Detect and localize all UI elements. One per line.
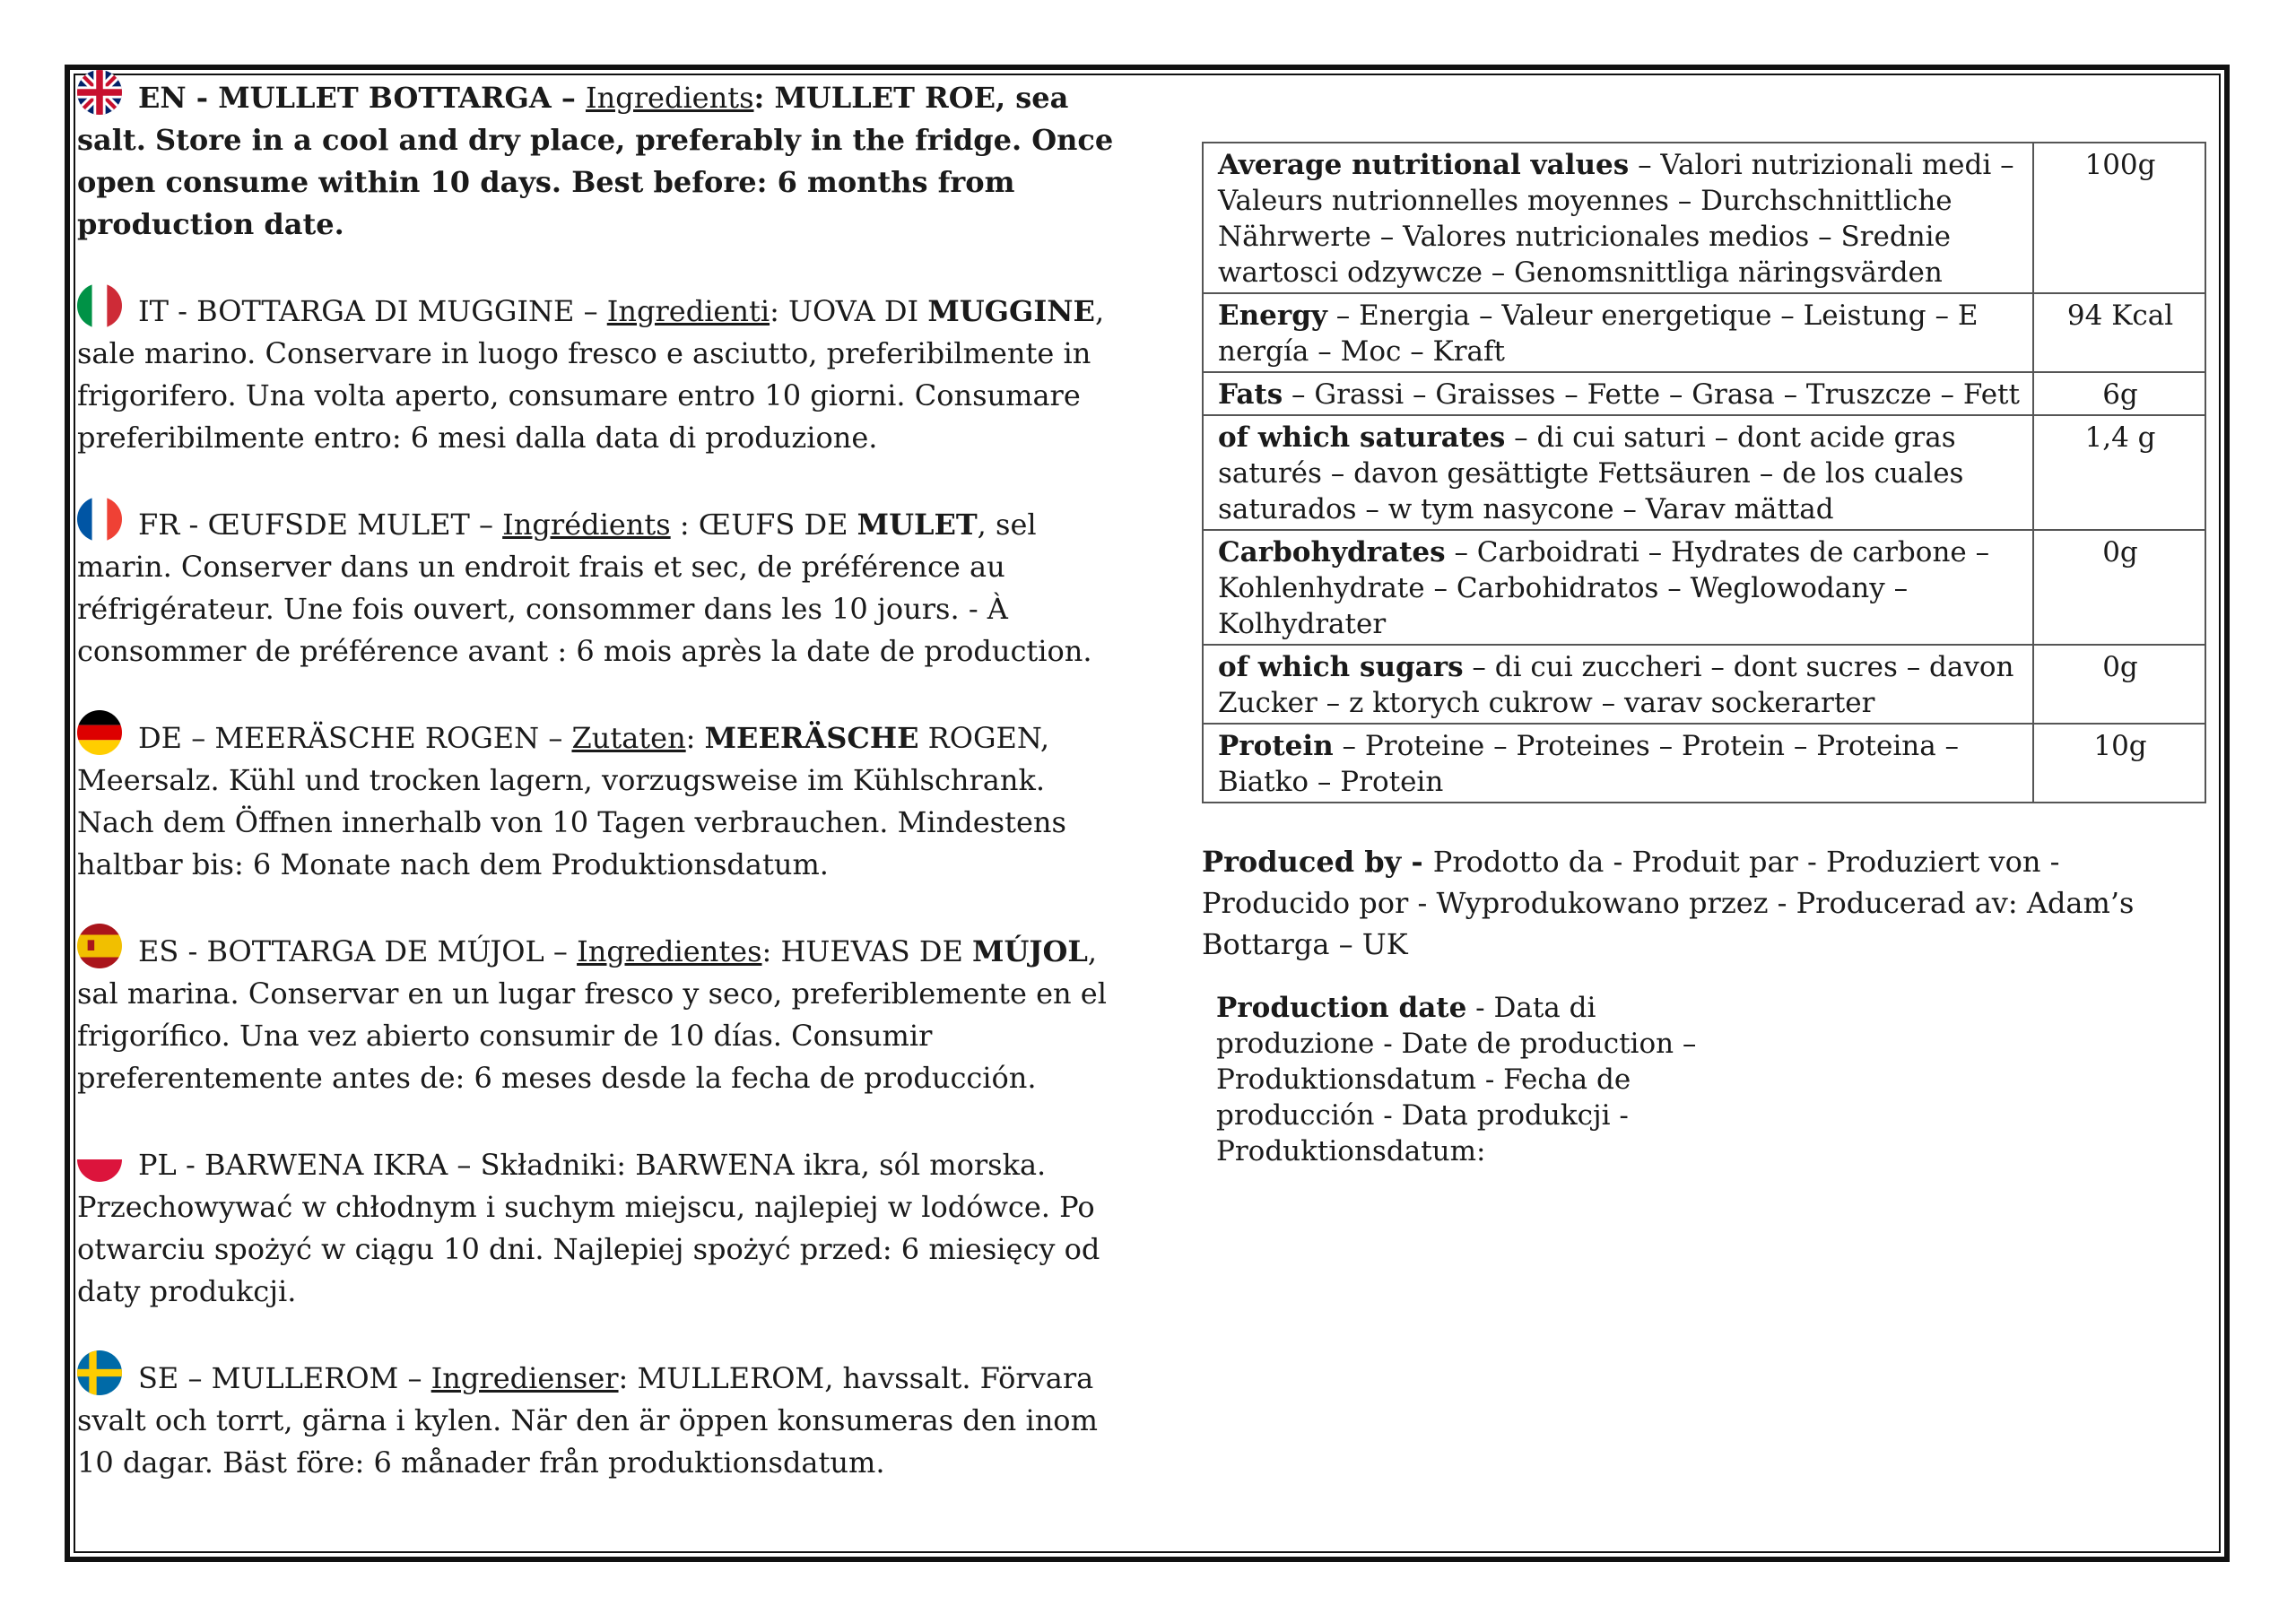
- nutrition-section: [1202, 142, 2206, 1169]
- ingredients-label: Ingrédients: [502, 508, 671, 542]
- produced-by-text: Prodotto da - Produit par - Produziert von - Producido por - Wyprodukowano przez - Producerad av: Adam’s Bottarga – UK: [1202, 845, 2135, 961]
- ingredients-text: : MULLEROM, havssalt. Förvara svalt: [77, 1361, 1094, 1437]
- lang-block-it: [77, 283, 1118, 459]
- lang-prefix: PL - BARWENA IKRA – Składniki: BARWENA ikra, sól morska.: [138, 1148, 1047, 1182]
- ingredients-label: Zutaten: [571, 721, 686, 755]
- lang-prefix: EN - MULLET BOTTARGA –: [138, 81, 586, 115]
- lang-prefix: ES - BOTTARGA DE MÚJOL –: [138, 934, 578, 968]
- lang-block-es: [77, 924, 1118, 1099]
- production-date-label: Production date: [1216, 992, 1467, 1024]
- ingredients-text: : UOVA DI: [770, 294, 928, 328]
- ingredients-text: : ŒUFS DE: [670, 508, 857, 542]
- germany-flag-icon: [77, 710, 122, 755]
- production-date-text: - Data di produzione - Date de production – Produktionsdatum - Fecha de producción - Data produkcji - Produktionsdatum:: [1216, 992, 1697, 1167]
- table-row: [1203, 645, 2205, 724]
- lang-prefix: IT - BOTTARGA DI MUGGINE –: [138, 294, 607, 328]
- table-row: [1203, 415, 2205, 530]
- ingredients-text: : MULLET ROE, sea salt.: [77, 81, 1069, 157]
- nutrient-name-cell: Carbohydrates – Carboidrati – Hydrates de carbone – Kohlenhydrate – Carbohidratos – Weglowodany – Kolhydrater: [1203, 530, 2033, 645]
- produced-by-label: Produced by -: [1202, 845, 1433, 879]
- ingredients-text: : HUEVAS DE: [761, 934, 973, 968]
- ingredients-text-end: ROGEN,: [918, 721, 1049, 755]
- uk-flag-icon: [77, 70, 122, 115]
- table-row: [1203, 293, 2205, 372]
- ingredients-label: Ingredients: [585, 81, 754, 115]
- nutrient-value-cell: 0g: [2033, 645, 2205, 724]
- produced-by: [1202, 841, 2206, 965]
- lang-block-pl: [77, 1137, 1118, 1313]
- sweden-flag-icon: [77, 1350, 122, 1395]
- ingredients-bold: MUGGINE: [927, 294, 1095, 328]
- production-date: [1216, 990, 1754, 1169]
- nutrient-value-cell: 6g: [2033, 372, 2205, 415]
- ingredients-label: Ingredientes: [577, 934, 762, 968]
- poland-flag-icon: [77, 1137, 122, 1182]
- table-row: [1203, 372, 2205, 415]
- ingredients-label: Ingredienti: [606, 294, 770, 328]
- table-row: [1203, 724, 2205, 803]
- language-section: [77, 70, 1118, 1522]
- nutrient-name-cell: Energy – Energia – Valeur energetique – Leistung – E nergía – Moc – Kraft: [1203, 293, 2033, 372]
- nutrient-value-cell: 1,4 g: [2033, 415, 2205, 530]
- table-row: [1203, 143, 2205, 293]
- ingredients-text-end: , sale: [77, 294, 1105, 370]
- nutrient-value-cell: 0g: [2033, 530, 2205, 645]
- ingredients-label: Ingredienser: [430, 1361, 619, 1395]
- ingredients-text-end: , sal: [77, 934, 1098, 1011]
- france-flag-icon: [77, 497, 122, 542]
- lang-body: Przechowywać w chłodnym i suchym miejscu, najlepiej w lodówce. Po otwarciu spożyć w ciągu 10 dni. Najlepiej spożyć przed: 6 miesięcy od daty produkcji.: [77, 1190, 1100, 1308]
- nutrient-value-cell: 94 Kcal: [2033, 293, 2205, 372]
- lang-block-en: [77, 70, 1118, 246]
- ingredients-text: :: [685, 721, 705, 755]
- italy-flag-icon: [77, 283, 122, 328]
- lang-body: marino. Conservare in luogo fresco e asciutto, preferibilmente in frigorifero. Una volta aperto, consumare entro 10 giorni. Consumare preferibilmente entro: 6 mesi dalla data di produzione.: [77, 336, 1091, 455]
- lang-block-de: [77, 710, 1118, 886]
- nutrient-name-cell: of which sugars – di cui zuccheri – dont sucres – davon Zucker – z ktorych cukrow – varav sockerarter: [1203, 645, 2033, 724]
- nutrient-name-cell: of which saturates – di cui saturi – dont acide gras saturés – davon gesättigte Fettsäuren – de los cuales saturados – w tym nasycone – Varav mättad: [1203, 415, 2033, 530]
- ingredients-text-end: , sel marin.: [77, 508, 1037, 584]
- lang-block-se: [77, 1350, 1118, 1484]
- ingredients-bold: MULET: [857, 508, 978, 542]
- lang-prefix: FR - ŒUFSDE MULET –: [138, 508, 503, 542]
- nutrient-name-cell: Fats – Grassi – Graisses – Fette – Grasa – Truszcze – Fett: [1203, 372, 2033, 415]
- nutrition-table: [1202, 142, 2206, 803]
- spain-flag-icon: [77, 924, 122, 968]
- lang-body: och torrt, gärna i kylen. När den är öppen konsumeras den inom 10 dagar. Bäst före: 6 månader från produktionsdatum.: [77, 1403, 1098, 1480]
- ingredients-bold: MEERÄSCHE: [704, 721, 919, 755]
- lang-body: Conserver dans un endroit frais et sec, de préférence au réfrigérateur. Une fois ouvert, consommer dans les 10 jours. - À consommer de préférence avant : 6 mois après la date de production.: [77, 550, 1092, 668]
- lang-body: marina. Conservar en un lugar fresco y seco, preferiblemente en el frigorífico. Una vez abierto consumir de 10 días. Consumir preferentemente antes de: 6 meses desde la fecha de producción.: [77, 976, 1107, 1095]
- nutrient-name-cell: Protein – Proteine – Proteines – Protein – Proteina – Biatko – Protein: [1203, 724, 2033, 803]
- nutrient-name-cell: Average nutritional values – Valori nutrizionali medi – Valeurs nutrionnelles moyennes – Durchschnittliche Nährwerte – Valores nutricionales medios – Srednie wartosci odzywcze – Genomsnittliga näringsvärden: [1203, 143, 2033, 293]
- table-row: [1203, 530, 2205, 645]
- lang-prefix: DE – MEERÄSCHE ROGEN –: [138, 721, 572, 755]
- lang-prefix: SE – MULLEROM –: [138, 1361, 431, 1395]
- lang-block-fr: [77, 497, 1118, 673]
- nutrient-value-cell: 100g: [2033, 143, 2205, 293]
- nutrient-value-cell: 10g: [2033, 724, 2205, 803]
- ingredients-bold: MÚJOL: [972, 934, 1088, 968]
- lang-body: Store in a cool and dry place, preferably in the fridge. Once open consume within 10 days. Best before: 6 months from production date.: [77, 123, 1114, 241]
- lang-body: Meersalz. Kühl und trocken lagern, vorzugsweise im Kühlschrank. Nach dem Öffnen innerhalb von 10 Tagen verbrauchen. Mindestens haltbar bis: 6 Monate nach dem Produktionsdatum.: [77, 763, 1066, 881]
